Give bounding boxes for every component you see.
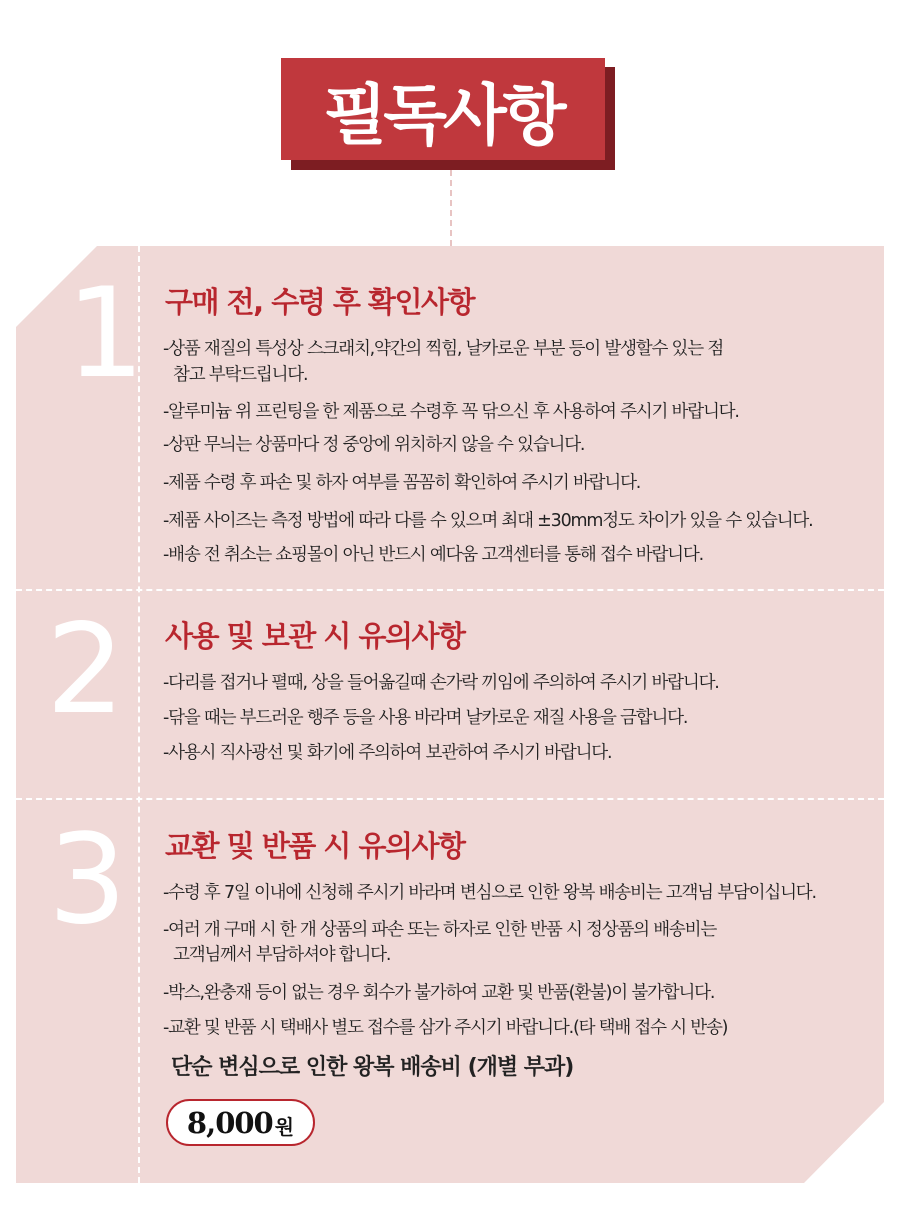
notice-item: -닦을 때는 부드러운 행주 등을 사용 바라며 날카로운 재질 사용을 금합니다. xyxy=(163,708,688,728)
notice-item: -교환 및 반품 시 택배사 별도 접수를 삼가 주시기 바랍니다.(타 택배 접수 시 반송) xyxy=(163,1018,728,1038)
section-number: 1 xyxy=(66,262,141,406)
shipping-fee-badge xyxy=(166,1099,315,1146)
notice-item: -배송 전 취소는 쇼핑몰이 아닌 반드시 예다움 고객센터를 통해 접수 바랍니다. xyxy=(163,545,703,565)
notice-item: 참고 부탁드립니다. xyxy=(173,365,308,385)
notice-item: 고객님께서 부담하셔야 합니다. xyxy=(173,945,391,965)
section-title: 사용 및 보관 시 유의사항 xyxy=(165,619,465,653)
section-title: 구매 전, 수령 후 확인사항 xyxy=(165,285,475,319)
shipping-fee-unit: 원 xyxy=(274,1115,295,1139)
notice-item: -상품 재질의 특성상 스크래치,약간의 찍힘, 날카로운 부분 등이 발생할수 있는 점 xyxy=(163,339,724,359)
section-number: 3 xyxy=(48,808,123,952)
shipping-fee-label: 단순 변심으로 인한 왕복 배송비 (개별 부과) xyxy=(171,1055,574,1080)
notice-item: -여러 개 구매 시 한 개 상품의 파손 또는 하자로 인한 반품 시 정상품의 배송비는 xyxy=(163,920,717,940)
notice-item: -다리를 접거나 펼때, 상을 들어옮길때 손가락 끼임에 주의하여 주시기 바랍니다. xyxy=(163,673,719,693)
notice-item: -박스,완충재 등이 없는 경우 회수가 불가하여 교환 및 반품(환불)이 불가합니다. xyxy=(163,983,715,1003)
section-title: 교환 및 반품 시 유의사항 xyxy=(165,829,465,863)
notice-item: -수령 후 7일 이내에 신청해 주시기 바라며 변심으로 인한 왕복 배송비는 고객님 부담이십니다. xyxy=(163,883,816,903)
page-title: 필독사항 xyxy=(281,58,605,160)
notice-item: -제품 수령 후 파손 및 하자 여부를 꼼꼼히 확인하여 주시기 바랍니다. xyxy=(163,473,641,493)
section-divider xyxy=(16,798,884,800)
title-connector-line xyxy=(450,170,452,246)
section-divider xyxy=(16,589,884,591)
notice-item: -상판 무늬는 상품마다 정 중앙에 위치하지 않을 수 있습니다. xyxy=(163,435,585,455)
section-number: 2 xyxy=(46,598,121,742)
notice-item: -사용시 직사광선 및 화기에 주의하여 보관하여 주시기 바랍니다. xyxy=(163,743,612,763)
shipping-fee-amount: 8,000 xyxy=(186,1105,273,1140)
notice-item: -알루미늄 위 프린팅을 한 제품으로 수령후 꼭 닦으신 후 사용하여 주시기 바랍니다. xyxy=(163,402,739,422)
notice-item: -제품 사이즈는 측정 방법에 따라 다를 수 있으며 최대 ±30mm정도 차이가 있을 수 있습니다. xyxy=(163,511,813,531)
